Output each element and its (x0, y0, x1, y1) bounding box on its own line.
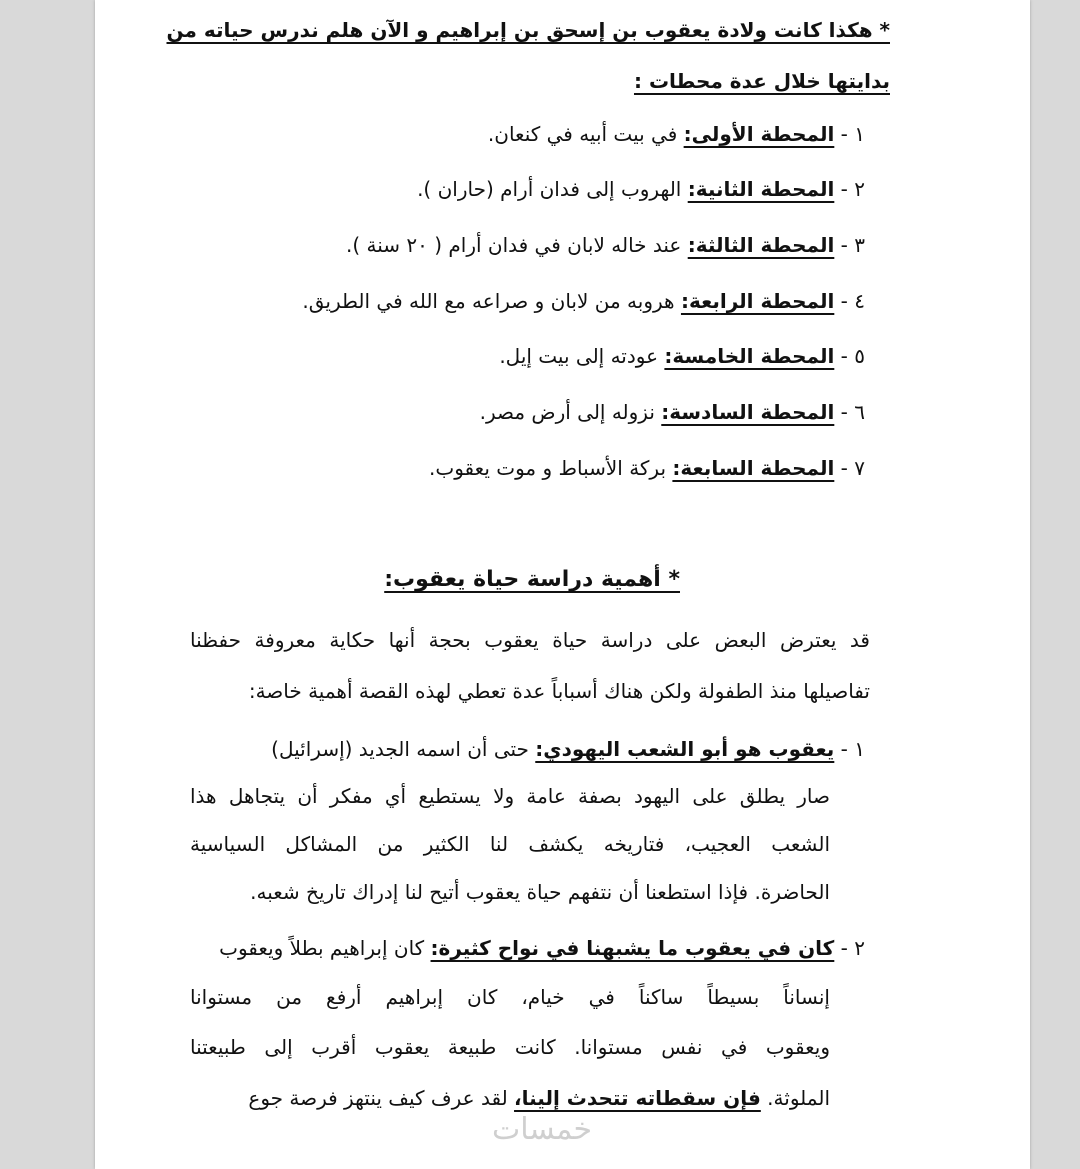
point-line: إنساناً بسيطاً ساكناً في خيام، كان إبراهيم أرفع من مستوانا (190, 985, 830, 1009)
paragraph-line: قد يعترض البعض على دراسة حياة يعقوب بحجة أنها حكاية معروفة حفظنا (190, 628, 870, 652)
station-label: المحطة الثانية: (687, 177, 835, 201)
station-item (488, 116, 865, 152)
station-item (480, 394, 865, 430)
station-number: ٥ - (840, 344, 865, 368)
point-text: حتى أن اسمه الجديد (إسرائيل) (271, 737, 536, 761)
point-text: كان إبراهيم بطلاً ويعقوب (219, 936, 431, 960)
point-label: يعقوب هو أبو الشعب اليهودي: (535, 737, 835, 761)
watermark: خمسات (491, 1112, 593, 1147)
point-line: ويعقوب في نفس مستوانا. كانت طبيعة يعقوب أقرب إلى طبيعتنا (190, 1035, 830, 1059)
station-number: ٣ - (840, 233, 865, 257)
station-number: ٦ - (840, 400, 865, 424)
station-text: عند خاله لابان في فدان أرام ( ٢٠ سنة ). (345, 233, 688, 257)
point-item (219, 930, 865, 966)
station-number: ١ - (840, 122, 865, 146)
station-text: نزوله إلى أرض مصر. (479, 400, 662, 424)
station-item (499, 338, 865, 374)
station-label: المحطة الثالثة: (687, 233, 835, 257)
station-text: الهروب إلى فدان أرام (حاران ). (417, 177, 688, 201)
point-line: صار يطلق على اليهود بصفة عامة ولا يستطيع أي مفكر أن يتجاهل هذا (190, 784, 830, 808)
point-number: ١ - (840, 737, 865, 761)
station-label: المحطة الخامسة: (664, 344, 835, 368)
intro-line-1: * هكذا كانت ولادة يعقوب بن إسحق بن إبراهيم و الآن هلم ندرس حياته من (166, 18, 890, 42)
station-item (302, 283, 865, 319)
station-label: المحطة الأولى: (683, 122, 835, 146)
point-text: لقد عرف كيف ينتهز فرصة جوع (248, 1086, 515, 1110)
station-text: بركة الأسباط و موت يعقوب. (429, 456, 673, 480)
station-item (346, 227, 865, 263)
station-item (429, 450, 865, 486)
paragraph-line: تفاصيلها منذ الطفولة ولكن هناك أسباباً عدة تعطي لهذه القصة أهمية خاصة: (248, 679, 870, 703)
intro-line-2: بدايتها خلال عدة محطات : (633, 69, 890, 93)
point-line: الحاضرة. فإذا استطعنا أن نتفهم حياة يعقوب أتيح لنا إدراك تاريخ شعبه. (250, 880, 830, 904)
point-label: كان في يعقوب ما يشبهنا في نواح كثيرة: (430, 936, 835, 960)
point-number: ٢ - (840, 936, 865, 960)
point-item (271, 731, 865, 767)
point-line: الشعب العجيب، فتاريخه يكشف لنا الكثير من المشاكل السياسية (190, 832, 830, 856)
station-label: المحطة السادسة: (661, 400, 835, 424)
station-text: عودته إلى بيت إيل. (499, 344, 665, 368)
station-number: ٤ - (840, 289, 865, 313)
station-item (417, 171, 865, 207)
station-label: المحطة السابعة: (672, 456, 835, 480)
station-text: هروبه من لابان و صراعه مع الله في الطريق. (302, 289, 681, 313)
section-heading: * أهمية دراسة حياة يعقوب: (384, 567, 680, 592)
document-content (95, 0, 1030, 1169)
station-number: ٧ - (840, 456, 865, 480)
point-label: فإن سقطاته تتحدث إلينا، (514, 1086, 761, 1110)
station-text: في بيت أبيه في كنعان. (487, 122, 684, 146)
station-number: ٢ - (840, 177, 865, 201)
station-label: المحطة الرابعة: (680, 289, 835, 313)
point-text: الملوثة. (760, 1086, 830, 1110)
